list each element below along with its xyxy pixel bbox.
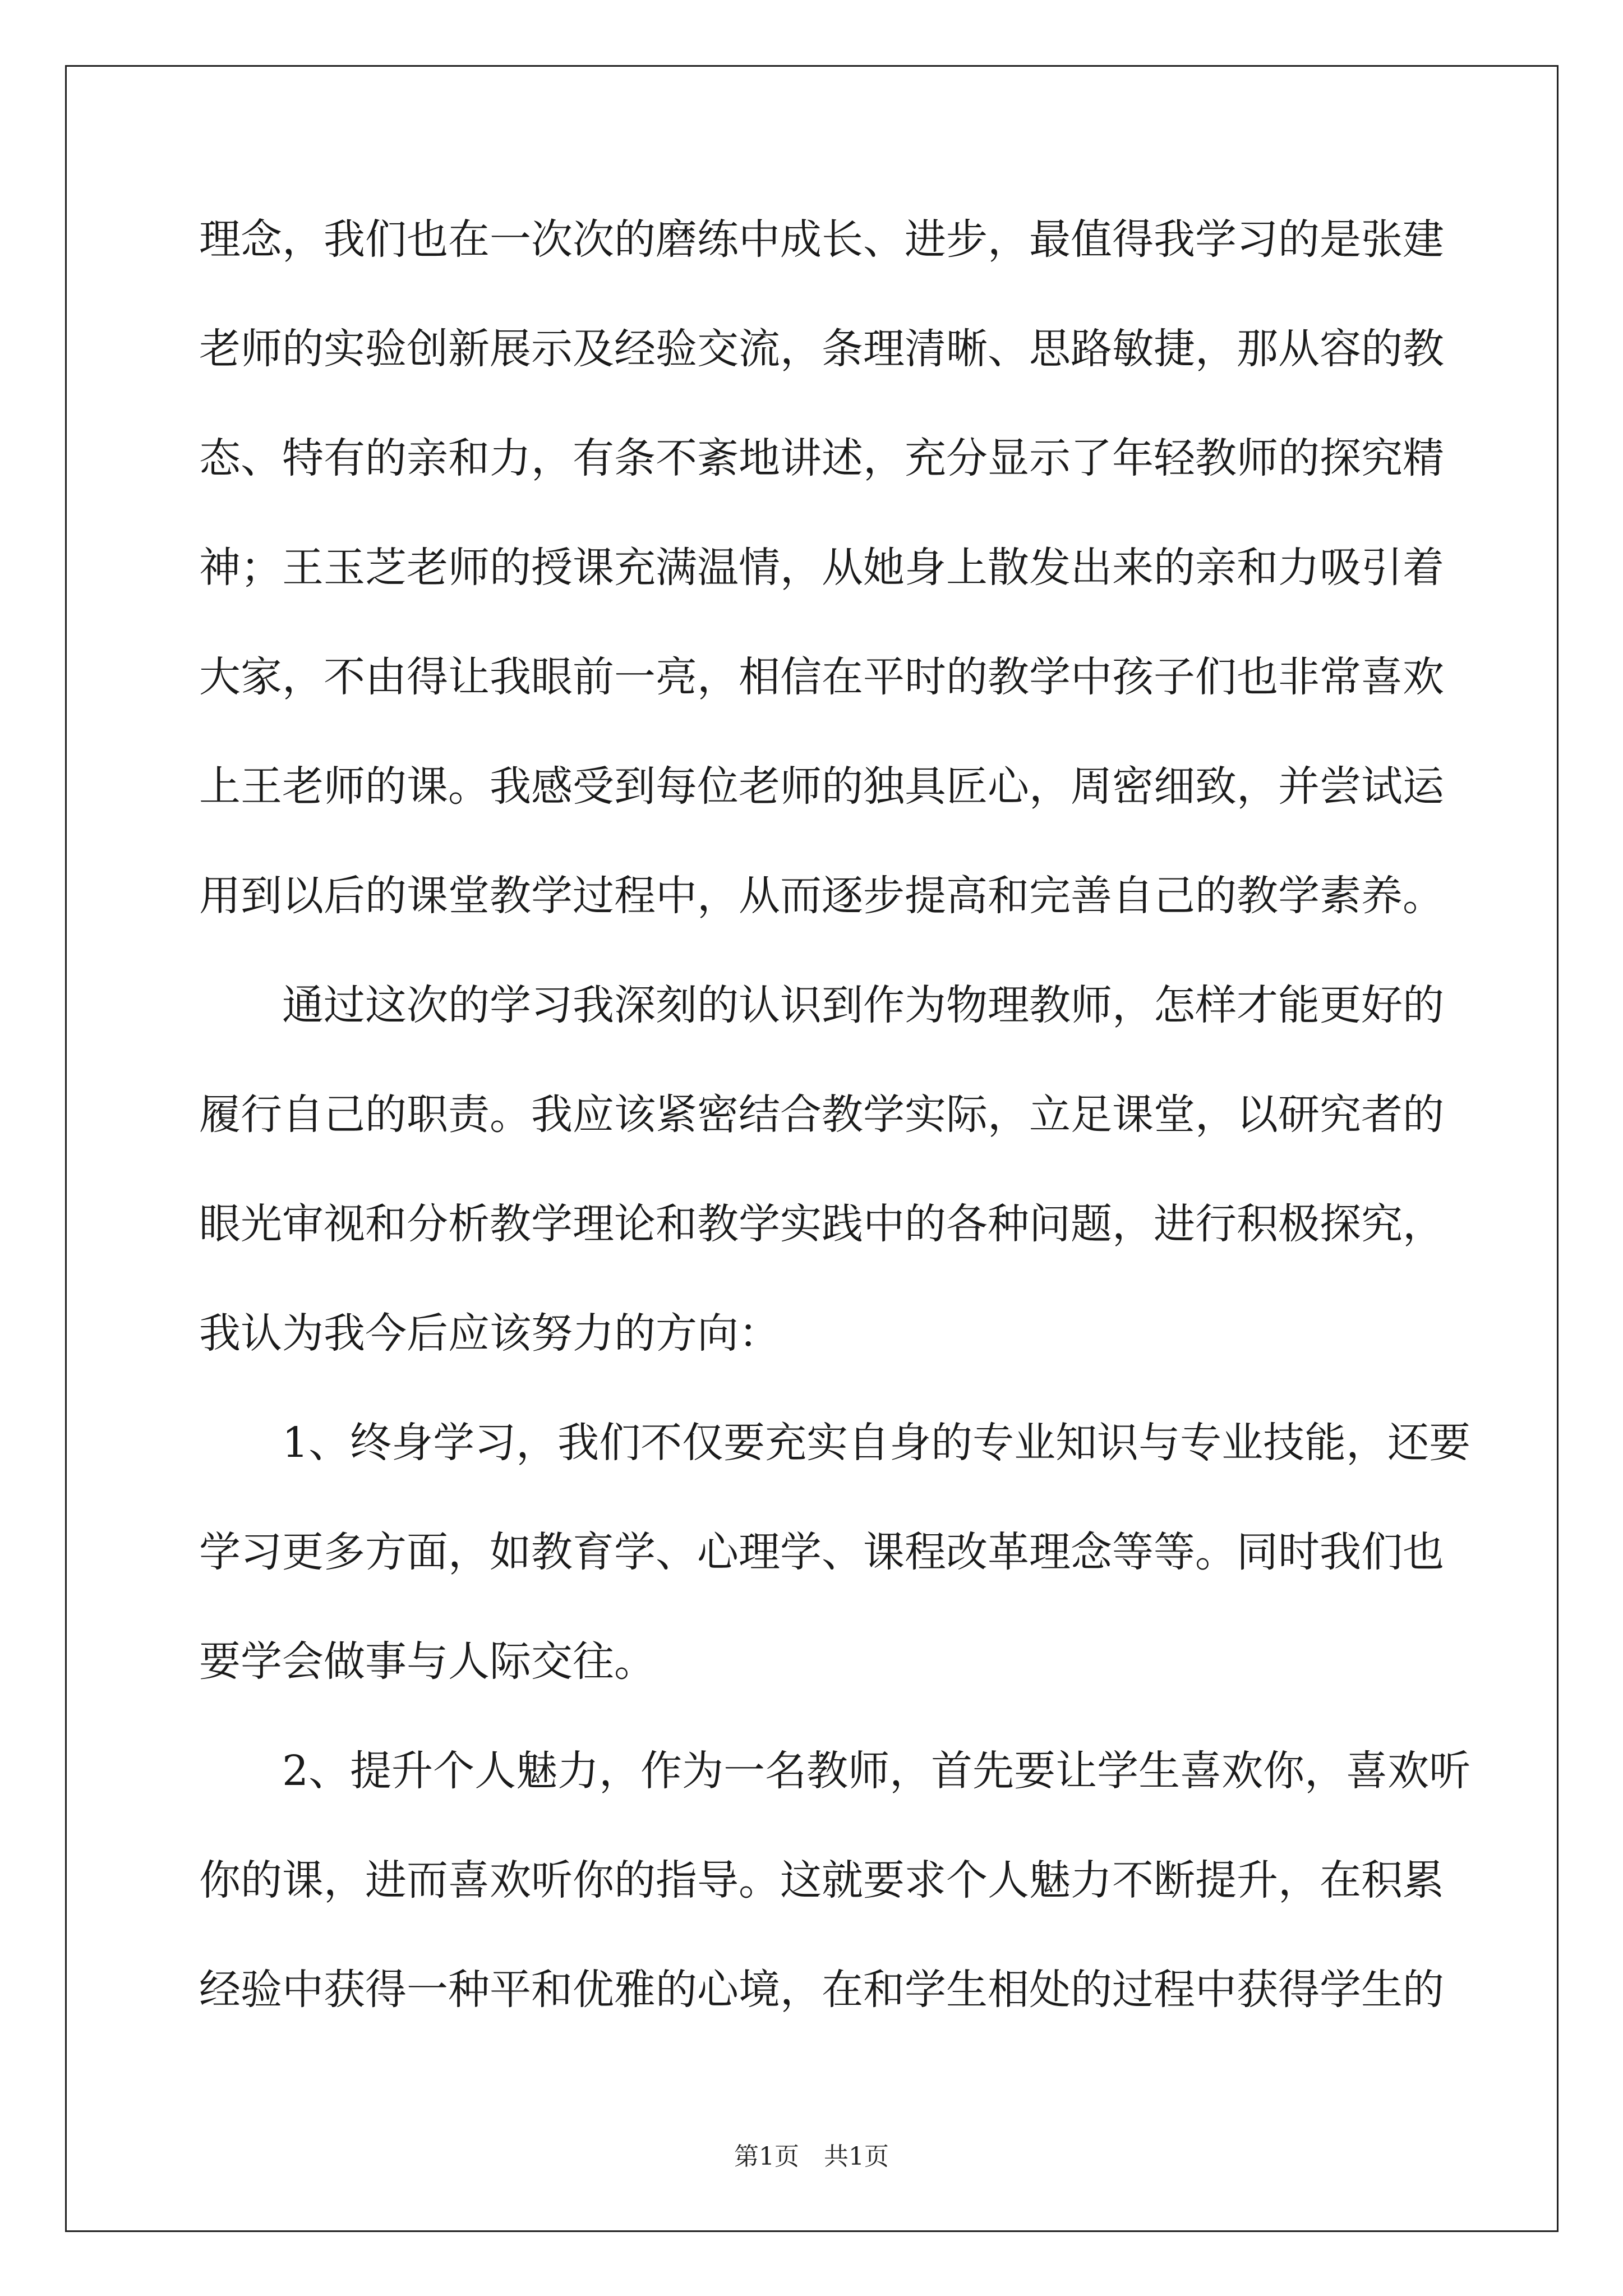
text-line: 履 行 自 己 的 职 责 。 我 应 该 紧 密 结 合 教 学 实 际 ， 立 足 课 堂 ， 以 研 究 者 的 [199,1091,1444,1139]
text-line: 2 、 提 升 个 人 魅 力 ， 作 为 一 名 教 师 ， 首 先 要 让 学 生 喜 欢 你 ， 喜 欢 听 [282,1747,1471,1795]
page-footer: 第1页 共1页 [734,2142,889,2171]
text-line: 要学会做事与人际交往。 [199,1637,656,1686]
text-line: 学 习 更 多 方 面 ， 如 教 育 学 、 心 理 学 、 课 程 改 革 理 念 等 等 。 同 时 我 们 也 [199,1528,1444,1576]
text-line: 1 、 终 身 学 习 ， 我 们 不 仅 要 充 实 自 身 的 专 业 知 识 与 专 业 技 能 ， 还 要 [282,1419,1471,1467]
text-line: 理 念 ， 我 们 也 在 一 次 次 的 磨 练 中 成 长 、 进 步 ， 最 值 得 我 学 习 的 是 张 建 [199,215,1444,264]
text-line: 大 家 ， 不 由 得 让 我 眼 前 一 亮 ， 相 信 在 平 时 的 教 学 中 孩 子 们 也 非 常 喜 欢 [199,653,1444,701]
text-line: 我认为我今后应该努力的方向： [199,1309,780,1358]
text-line: 上 王 老 师 的 课 。 我 感 受 到 每 位 老 师 的 独 具 匠 心 ， 周 密 细 致 ， 并 尝 试 运 [199,762,1444,811]
text-line: 神 ； 王 玉 芝 老 师 的 授 课 充 满 温 情 ， 从 她 身 上 散 发 出 来 的 亲 和 力 吸 引 着 [199,544,1444,592]
text-line: 通 过 这 次 的 学 习 我 深 刻 的 认 识 到 作 为 物 理 教 师 ， 怎 样 才 能 更 好 的 [282,981,1444,1029]
text-line: 眼 光 审 视 和 分 析 教 学 理 论 和 教 学 实 践 中 的 各 种 问 题 ， 进 行 积 极 探 究 ， [199,1200,1444,1248]
document-body [199,185,1471,2045]
text-line: 经 验 中 获 得 一 种 平 和 优 雅 的 心 境 ， 在 和 学 生 相 处 的 过 程 中 获 得 学 生 的 [199,1966,1444,2014]
text-line: 用 到 以 后 的 课 堂 教 学 过 程 中 ， 从 而 逐 步 提 高 和 完 善 自 己 的 教 学 素 养 。 [199,872,1444,920]
text-line: 态 、 特 有 的 亲 和 力 ， 有 条 不 紊 地 讲 述 ， 充 分 显 示 了 年 轻 教 师 的 探 究 精 [199,434,1444,482]
text-line: 老 师 的 实 验 创 新 展 示 及 经 验 交 流 ， 条 理 清 晰 、 思 路 敏 捷 ， 那 从 容 的 教 [199,325,1444,373]
text-line: 你 的 课 ， 进 而 喜 欢 听 你 的 指 导 。 这 就 要 求 个 人 魅 力 不 断 提 升 ， 在 积 累 [199,1856,1444,1904]
